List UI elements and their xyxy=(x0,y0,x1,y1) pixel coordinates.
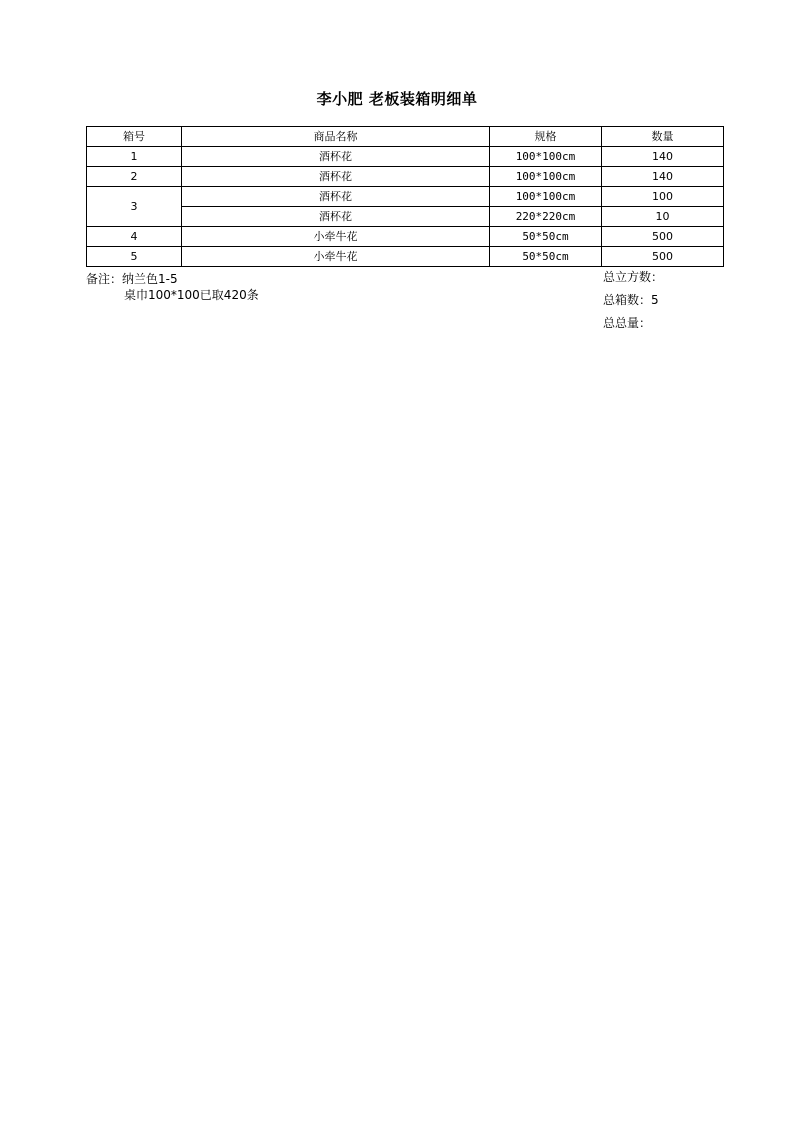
header-spec: 规格 xyxy=(490,127,602,147)
remarks-line: 备注：纳兰色1-5 xyxy=(86,272,178,286)
product-name-cell: 酒杯花 xyxy=(182,207,490,227)
table-row xyxy=(87,247,724,267)
header-product-name: 商品名称 xyxy=(182,127,490,147)
spec-cell: 100*100cm xyxy=(490,147,602,167)
table-row xyxy=(87,167,724,187)
table-row xyxy=(87,187,724,207)
packing-list-table xyxy=(86,126,724,267)
header-quantity: 数量 xyxy=(602,127,724,147)
remarks-block xyxy=(86,271,259,303)
spec-cell: 50*50cm xyxy=(490,227,602,247)
product-name-cell: 小牵牛花 xyxy=(182,247,490,267)
summary-block xyxy=(603,269,663,338)
product-name-cell: 酒杯花 xyxy=(182,187,490,207)
product-name-cell: 酒杯花 xyxy=(182,167,490,187)
quantity-cell: 140 xyxy=(602,147,724,167)
spec-cell: 100*100cm xyxy=(490,167,602,187)
page-title: 李小肥 老板装箱明细单 xyxy=(316,90,478,108)
quantity-cell: 100 xyxy=(602,187,724,207)
table-header-row xyxy=(87,127,724,147)
box-number-cell: 3 xyxy=(87,187,182,227)
table-row xyxy=(87,227,724,247)
quantity-cell: 500 xyxy=(602,227,724,247)
spec-cell: 50*50cm xyxy=(490,247,602,267)
table-row xyxy=(87,147,724,167)
table-row xyxy=(87,207,724,227)
total-weight-label: 总总量： xyxy=(603,316,652,330)
total-boxes-label: 总箱数：5 xyxy=(603,293,659,307)
total-volume-label: 总立方数： xyxy=(603,270,664,284)
product-name-cell: 小牵牛花 xyxy=(182,227,490,247)
product-name-cell: 酒杯花 xyxy=(182,147,490,167)
quantity-cell: 140 xyxy=(602,167,724,187)
remarks-line: 桌巾100*100已取420条 xyxy=(124,288,259,302)
spec-cell: 100*100cm xyxy=(490,187,602,207)
box-number-cell: 4 xyxy=(87,227,182,247)
spec-cell: 220*220cm xyxy=(490,207,602,227)
box-number-cell: 5 xyxy=(87,247,182,267)
box-number-cell: 2 xyxy=(87,167,182,187)
box-number-cell: 1 xyxy=(87,147,182,167)
quantity-cell: 10 xyxy=(602,207,724,227)
quantity-cell: 500 xyxy=(602,247,724,267)
header-box-number: 箱号 xyxy=(87,127,182,147)
